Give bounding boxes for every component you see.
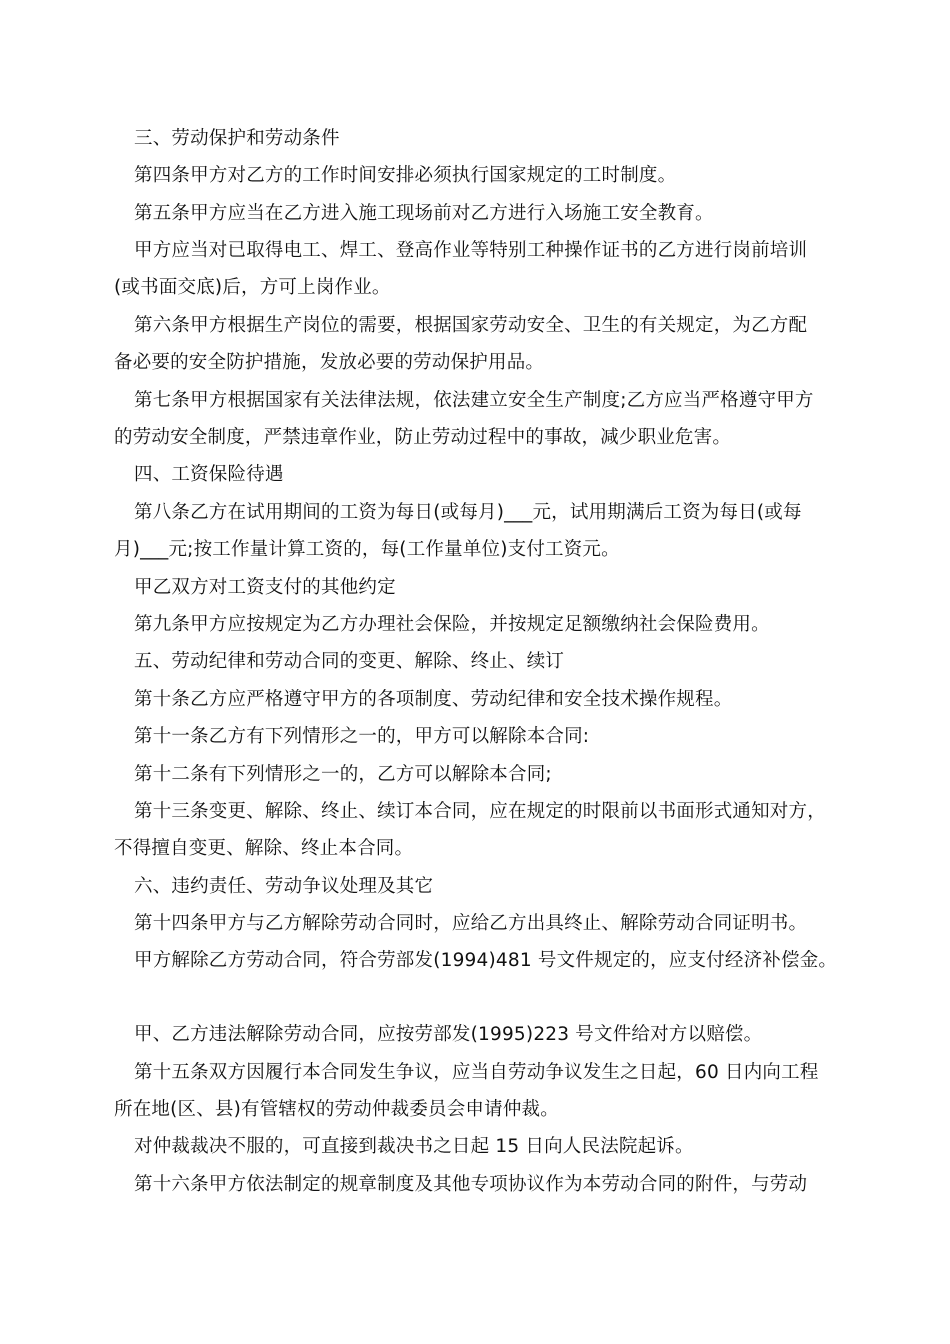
paragraph-line: 对仲裁裁决不服的，可直接到裁决书之日起 15 日向人民法院起诉。 bbox=[134, 1136, 694, 1157]
paragraph-line: 备必要的安全防护措施，发放必要的劳动保护用品。 bbox=[114, 352, 545, 373]
paragraph-line: 第五条甲方应当在乙方进入施工现场前对乙方进行入场施工安全教育。 bbox=[134, 203, 714, 224]
paragraph-line: 第十三条变更、解除、终止、续订本合同，应在规定的时限前以书面形式通知对方， bbox=[134, 801, 826, 822]
paragraph-line: 第九条甲方应按规定为乙方办理社会保险，并按规定足额缴纳社会保险费用。 bbox=[134, 614, 770, 635]
section-heading: 四、工资保险待遇 bbox=[134, 464, 284, 485]
paragraph-line: 甲方应当对已取得电工、焊工、登高作业等特别工种操作证书的乙方进行岗前培训 bbox=[134, 240, 808, 261]
paragraph-line: (或书面交底)后，方可上岗作业。 bbox=[114, 277, 391, 298]
paragraph-line: 甲、乙方违法解除劳动合同，应按劳部发(1995)223 号文件给对方以赔偿。 bbox=[134, 1024, 763, 1045]
paragraph-line: 甲方解除乙方劳动合同，符合劳部发(1994)481 号文件规定的，应支付经济补偿金。 bbox=[134, 950, 838, 971]
paragraph-line: 第十一条乙方有下列情形之一的，甲方可以解除本合同: bbox=[134, 726, 590, 747]
paragraph-line: 不得擅自变更、解除、终止本合同。 bbox=[114, 838, 414, 859]
paragraph-line: 第八条乙方在试用期间的工资为每日(或每月)___元，试用期满后工资为每日(或每 bbox=[134, 502, 802, 523]
paragraph-line: 第四条甲方对乙方的工作时间安排必须执行国家规定的工时制度。 bbox=[134, 165, 677, 186]
paragraph-line: 第十条乙方应严格遵守甲方的各项制度、劳动纪律和安全技术操作规程。 bbox=[134, 689, 733, 710]
paragraph-line: 第十二条有下列情形之一的，乙方可以解除本合同; bbox=[134, 764, 552, 785]
paragraph-line: 第十四条甲方与乙方解除劳动合同时，应给乙方出具终止、解除劳动合同证明书。 bbox=[134, 913, 808, 934]
paragraph-line: 的劳动安全制度，严禁违章作业，防止劳动过程中的事故，减少职业危害。 bbox=[114, 427, 732, 448]
paragraph-line: 月)___元;按工作量计算工资的，每(工作量单位)支付工资元。 bbox=[114, 539, 620, 560]
paragraph-line: 甲乙双方对工资支付的其他约定 bbox=[134, 577, 396, 598]
paragraph-line: 第七条甲方根据国家有关法律法规，依法建立安全生产制度;乙方应当严格遵守甲方 bbox=[134, 390, 814, 411]
paragraph-line: 第六条甲方根据生产岗位的需要，根据国家劳动安全、卫生的有关规定，为乙方配 bbox=[134, 315, 808, 336]
section-heading: 五、劳动纪律和劳动合同的变更、解除、终止、续订 bbox=[134, 651, 565, 672]
paragraph-line: 所在地(区、县)有管辖权的劳动仲裁委员会申请仲裁。 bbox=[114, 1099, 559, 1120]
section-heading: 六、违约责任、劳动争议处理及其它 bbox=[134, 876, 434, 897]
paragraph-line: 第十五条双方因履行本合同发生争议，应当自劳动争议发生之日起，60 日内向工程 bbox=[134, 1062, 819, 1083]
paragraph-line: 第十六条甲方依法制定的规章制度及其他专项协议作为本劳动合同的附件，与劳动 bbox=[134, 1174, 808, 1195]
section-heading: 三、劳动保护和劳动条件 bbox=[134, 128, 340, 149]
